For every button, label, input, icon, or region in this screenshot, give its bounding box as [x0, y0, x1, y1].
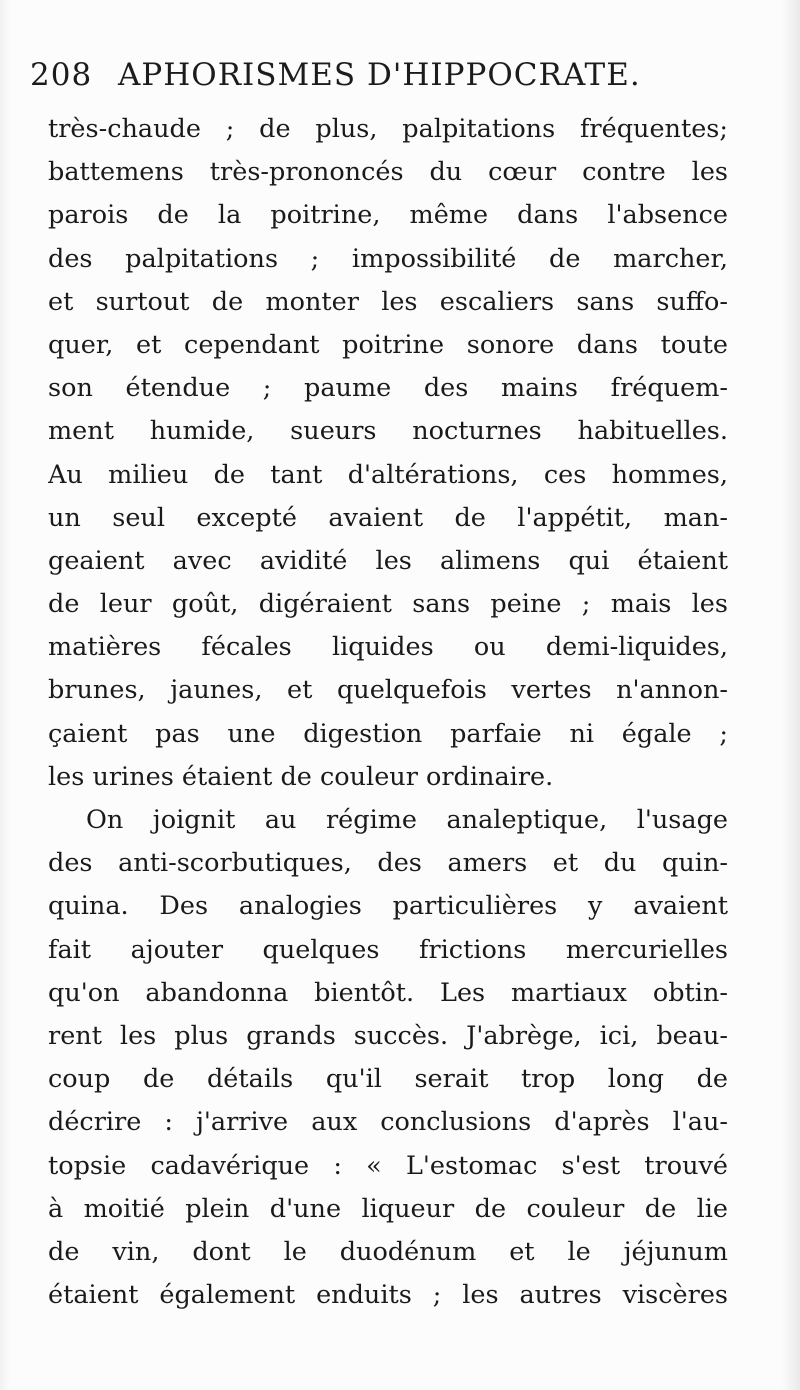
- paragraph-first-line: On joignit au régime analeptique, l'usage: [86, 805, 728, 835]
- text-line: ment humide, sueurs nocturnes habituelles.: [48, 416, 728, 447]
- text-line: fait ajouter quelques frictions mercurielles: [48, 934, 728, 965]
- text-line: battemens très-prononcés du cœur contre les: [48, 157, 728, 188]
- text-line: rent les plus grands succès. J'abrège, ici, beau-: [48, 1020, 728, 1051]
- running-title: APHORISMES D'HIPPOCRATE.: [118, 57, 641, 93]
- page-edge-shadow: [782, 0, 800, 1390]
- text-line: quina. Des analogies particulières y avaient: [48, 891, 728, 922]
- text-line: Au milieu de tant d'altérations, ces hommes,: [48, 459, 728, 490]
- text-line: de leur goût, digéraient sans peine ; mais les: [48, 589, 728, 620]
- text-line: parois de la poitrine, même dans l'absence: [48, 200, 728, 231]
- text-line: geaient avec avidité les alimens qui étaient: [48, 545, 728, 576]
- text-line: très-chaude ; de plus, palpitations fréquentes;: [48, 114, 728, 144]
- page-number: 208: [30, 57, 93, 93]
- text-line: çaient pas une digestion parfaie ni égale ;: [48, 718, 728, 749]
- text-line: à moitié plein d'une liqueur de couleur de lie: [48, 1193, 728, 1224]
- text-line: coup de détails qu'il serait trop long de: [48, 1064, 728, 1095]
- text-line: son étendue ; paume des mains fréquem-: [48, 373, 728, 404]
- text-line: et surtout de monter les escaliers sans suffo-: [48, 286, 728, 317]
- text-line: brunes, jaunes, et quelquefois vertes n'annon-: [48, 675, 728, 706]
- text-line: des palpitations ; impossibilité de marcher,: [48, 243, 728, 274]
- page-header: [30, 50, 780, 100]
- text-line: de vin, dont le duodénum et le jéjunum: [48, 1236, 728, 1267]
- text-line: topsie cadavérique : « L'estomac s'est trouvé: [48, 1150, 728, 1181]
- text-line: qu'on abandonna bientôt. Les martiaux obtin-: [48, 977, 728, 1008]
- text-line: matières fécales liquides ou demi-liquides,: [48, 632, 728, 663]
- text-line: des anti-scorbutiques, des amers et du quin-: [48, 848, 728, 879]
- text-line: quer, et cependant poitrine sonore dans toute: [48, 329, 728, 360]
- text-line: étaient également enduits ; les autres viscères: [48, 1280, 728, 1311]
- body-text: [48, 108, 728, 1317]
- paragraph-last-line: les urines étaient de couleur ordinaire.: [48, 761, 554, 792]
- text-line: un seul excepté avaient de l'appétit, man-: [48, 502, 728, 533]
- text-line: décrire : j'arrive aux conclusions d'après l'au-: [48, 1107, 728, 1138]
- page-gutter-shadow: [0, 0, 10, 1390]
